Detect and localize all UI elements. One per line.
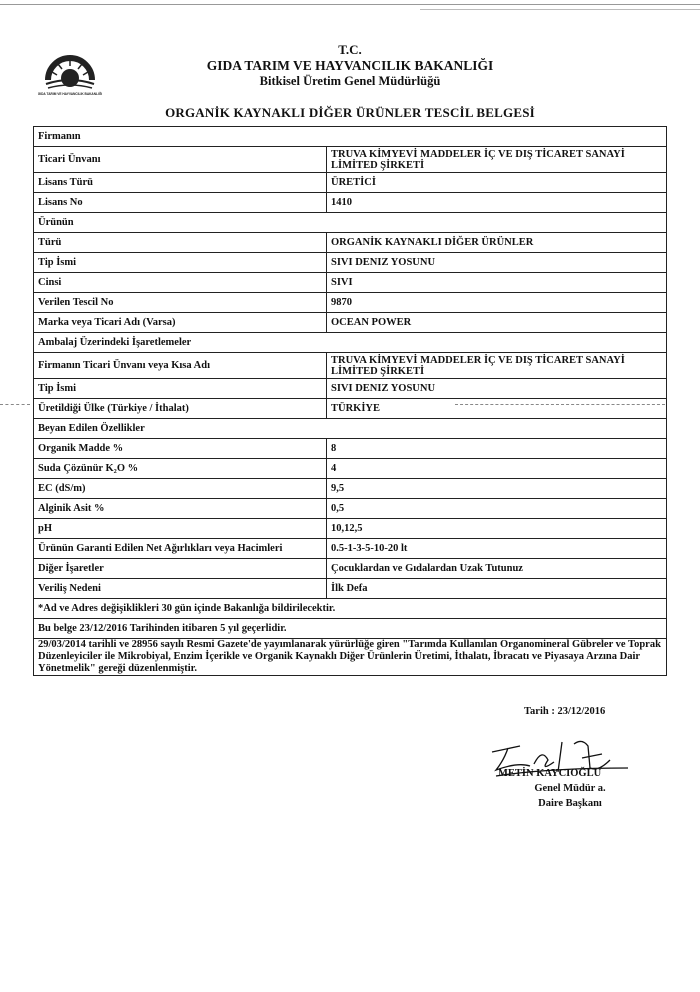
signer-name: METİN KAYCIOĞLU (498, 768, 602, 779)
ec-label: EC (dS/m) (34, 479, 327, 499)
type-name-2-value: SIVI DENIZ YOSUNU (327, 379, 667, 399)
type-label: Türü (34, 233, 327, 253)
section-row (34, 419, 667, 439)
table-row (34, 459, 667, 479)
country-value: TÜRKİYE (327, 399, 667, 419)
table-row (34, 273, 667, 293)
certificate-table (33, 126, 667, 676)
organic-matter-value: 8 (327, 439, 667, 459)
top-scan-line-2 (420, 9, 700, 10)
scan-dash-left (0, 404, 30, 405)
top-scan-line (0, 4, 700, 5)
table-row (34, 519, 667, 539)
alginic-acid-value: 0,5 (327, 499, 667, 519)
country-label: Üretildiği Ülke (Türkiye / İthalat) (34, 399, 327, 419)
ec-value: 9,5 (327, 479, 667, 499)
trade-name-value: TRUVA KİMYEVİ MADDELER İÇ VE DIŞ TİCARET SANAYİ LİMİTED ŞİRKETİ (327, 147, 667, 173)
table-row (34, 559, 667, 579)
declared-section-label: Beyan Edilen Özellikler (34, 419, 667, 439)
table-row (34, 293, 667, 313)
table-row (34, 253, 667, 273)
net-weight-label: Ürünün Garanti Edilen Net Ağırlıkları veya Hacimleri (34, 539, 327, 559)
brand-value: OCEAN POWER (327, 313, 667, 333)
registration-no-value: 9870 (327, 293, 667, 313)
section-row (34, 333, 667, 353)
table-row (34, 439, 667, 459)
brand-label: Marka veya Ticari Adı (Varsa) (34, 313, 327, 333)
table-row (34, 379, 667, 399)
header-ministry: GIDA TARIM VE HAYVANCILIK BAKANLIĞI (206, 58, 494, 73)
address-change-note: *Ad ve Adres değişiklikleri 30 gün içinde Bakanlığa bildirilecektir. (34, 599, 667, 619)
section-row (34, 127, 667, 147)
table-row (34, 233, 667, 253)
table-row (34, 353, 667, 379)
issue-reason-value: İlk Defa (327, 579, 667, 599)
signer-title-1: Genel Müdür a. (534, 783, 606, 794)
table-row (34, 479, 667, 499)
issue-date: Tarih : 23/12/2016 (524, 706, 606, 717)
ministry-logo-icon (38, 40, 102, 98)
type-name-value: SIVI DENIZ YOSUNU (327, 253, 667, 273)
license-type-value: ÜRETİCİ (327, 173, 667, 193)
kind-value: SIVI (327, 273, 667, 293)
type-value: ORGANİK KAYNAKLI DİĞER ÜRÜNLER (327, 233, 667, 253)
signer-title-2: Daire Başkanı (538, 798, 602, 809)
validity-note: Bu belge 23/12/2016 Tarihinden itibaren 5 yıl geçerlidir. (34, 619, 667, 639)
ph-label: pH (34, 519, 327, 539)
kind-label: Cinsi (34, 273, 327, 293)
firm-section-label: Firmanın (34, 127, 667, 147)
table-row (34, 399, 667, 419)
ph-value: 10,12,5 (327, 519, 667, 539)
product-section-label: Ürünün (34, 213, 667, 233)
table-row (34, 499, 667, 519)
net-weight-value: 0.5-1-3-5-10-20 lt (327, 539, 667, 559)
note-row (34, 599, 667, 619)
packaging-section-label: Ambalaj Üzerindeki İşaretlemeler (34, 333, 667, 353)
firm-short-name-label: Firmanın Ticari Ünvanı veya Kısa Adı (34, 353, 327, 379)
table-row (34, 147, 667, 173)
trade-name-label: Ticari Ünvanı (34, 147, 327, 173)
table-row (34, 193, 667, 213)
registration-no-label: Verilen Tescil No (34, 293, 327, 313)
license-no-value: 1410 (327, 193, 667, 213)
regulation-note: 29/03/2014 tarihli ve 28956 sayılı Resmi Gazete'de yayımlanarak yürürlüğe giren "Tarımda Kullanılan Organomineral Gübreler ve Toprak Düzenleyiciler ile Mikrobiyal, Enzim İçerikle ve Organik Kaynaklı Diğer Ürünlerin Üretimi, İthalatı, İbracatı ve Piyasaya Arzına Dair Yönetmelik" gereği düzenlenmiştir. (34, 639, 667, 676)
document-title: ORGANİK KAYNAKLI DİĞER ÜRÜNLER TESCİL BELGESİ (165, 105, 535, 120)
header-directorate: Bitkisel Üretim Genel Müdürlüğü (259, 74, 441, 88)
license-type-label: Lisans Türü (34, 173, 327, 193)
table-row (34, 173, 667, 193)
issue-reason-label: Veriliş Nedeni (34, 579, 327, 599)
k2o-value: 4 (327, 459, 667, 479)
k2o-label: Suda Çözünür K₂O % (34, 459, 327, 479)
section-row (34, 213, 667, 233)
logo-text: GIDA TARIM VE HAYVANCILIK BAKANLIĞI (38, 92, 102, 96)
note-row (34, 619, 667, 639)
license-no-label: Lisans No (34, 193, 327, 213)
header-tc: T.C. (338, 42, 362, 57)
scan-dash-right (455, 404, 665, 405)
alginic-acid-label: Alginik Asit % (34, 499, 327, 519)
other-marks-label: Diğer İşaretler (34, 559, 327, 579)
note-row (34, 639, 667, 676)
table-row (34, 313, 667, 333)
table-row (34, 579, 667, 599)
other-marks-value: Çocuklardan ve Gıdalardan Uzak Tutunuz (327, 559, 667, 579)
type-name-label: Tip İsmi (34, 253, 327, 273)
table-row (34, 539, 667, 559)
type-name-2-label: Tip İsmi (34, 379, 327, 399)
firm-short-name-value: TRUVA KİMYEVİ MADDELER İÇ VE DIŞ TİCARET SANAYİ LİMİTED ŞİRKETİ (327, 353, 667, 379)
organic-matter-label: Organik Madde % (34, 439, 327, 459)
